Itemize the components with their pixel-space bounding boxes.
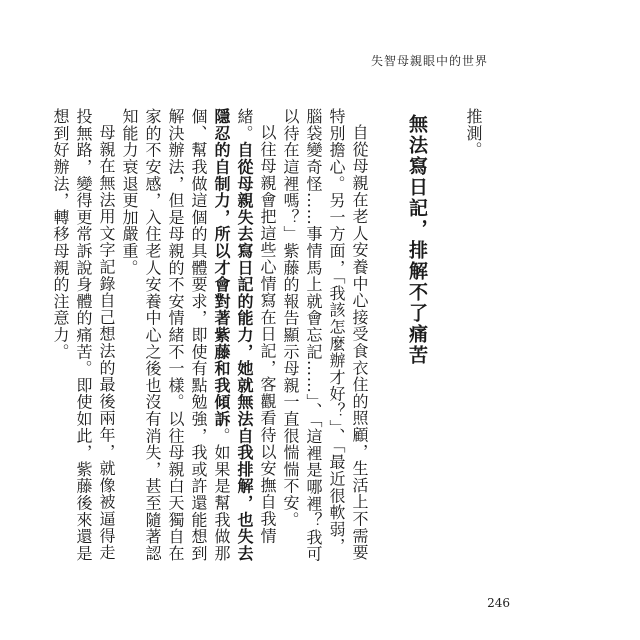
body-text (51, 108, 485, 563)
paragraph-1: 自從母親在老人安養中心接受食衣住的照顧，生活上不需要特別擔心。另一方面，「我該怎麼辦才好？」、「最近很軟弱，腦袋變奇怪……事情馬上就會忘記……」、「這裡是哪裡？我可以待在這裡嗎？」紫藤的報告顯示母親一直很惴惴不安。 (281, 108, 369, 563)
paragraph-3: 母親在無法用文字記錄自己想法的最後兩年，就像被逼得走投無路，變得更常訴說身體的痛苦。即使如此，紫藤後來還是想到好辦法，轉移母親的注意力。 (51, 108, 116, 562)
paragraph-2 (118, 108, 279, 563)
paragraph-2-emphasis: 自從母親失去寫日記的能力，她就無法自我排解，也失去隱忍的自制力，所以才會對著紫藤和我傾訴 (212, 108, 254, 562)
paragraph-2-rest: 。如果是幫我做那個、幫我做這個的具體要求，即使有點勉強，我或許還能想到解決辦法，但是母親的不安情緒不一樣。以往母親白天獨自在家的不安感，入住老人安養中心之後也沒有消失，甚至隨著認知能力衰退更加嚴重。 (120, 108, 231, 562)
carry-over-line: 推測。 (464, 108, 483, 159)
page-number: 246 (487, 596, 510, 610)
running-header: 失智母親眼中的世界 (370, 54, 488, 68)
paragraph-2-lead: 以往母親會把這些心情寫在日記，客觀看待以安撫自我情緒。 (235, 108, 277, 544)
section-heading: 無法寫日記，排解不了痛苦 (406, 114, 428, 366)
